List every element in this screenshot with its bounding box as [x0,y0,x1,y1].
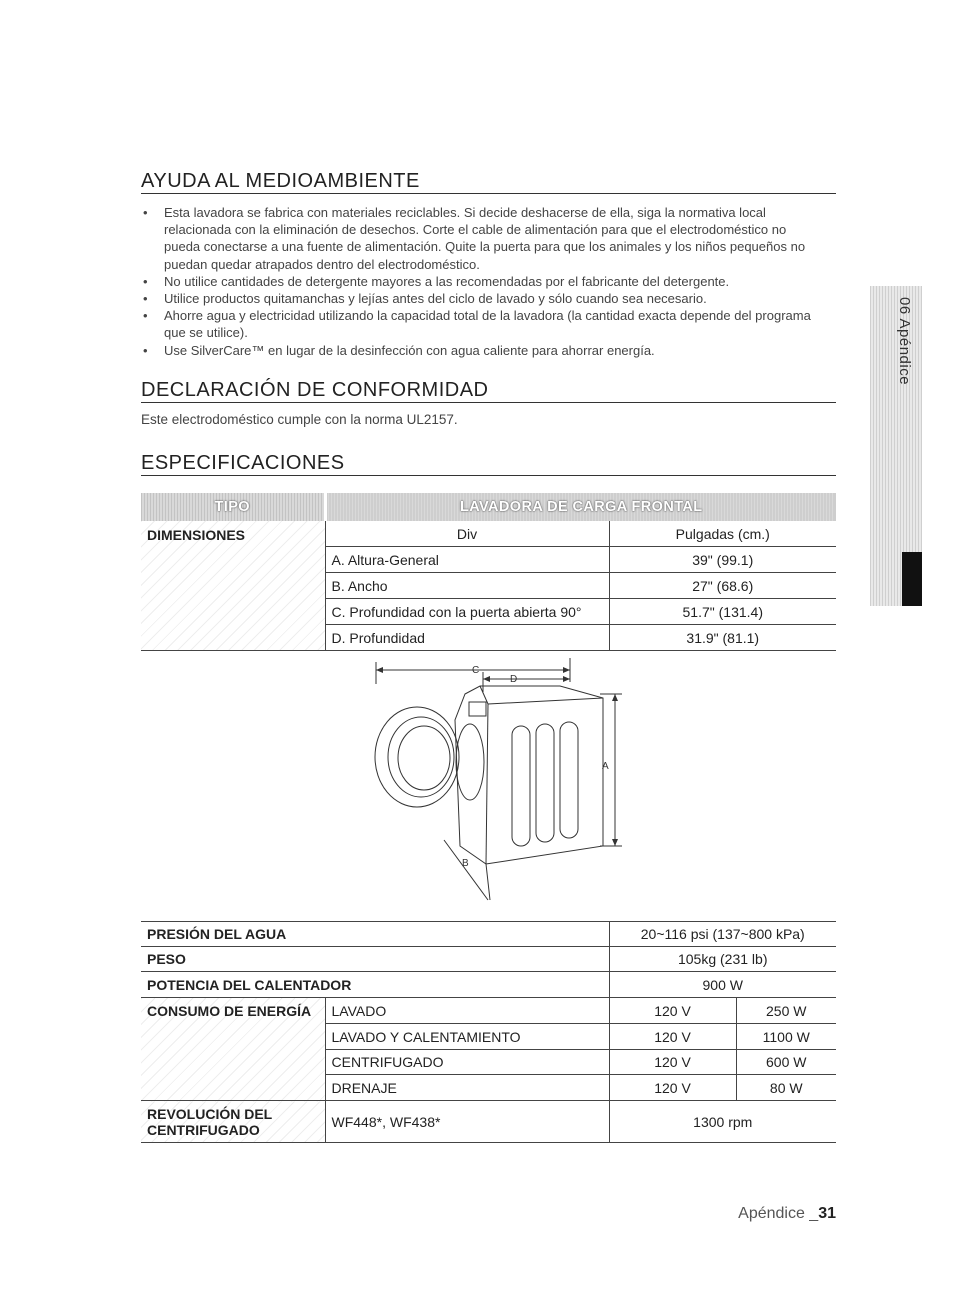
spin-value: 1300 rpm [609,1101,836,1143]
dimension-value: 39" (99.1) [609,547,836,573]
table-row [141,998,836,1024]
washer-dimensions-diagram [360,650,630,905]
dimension-value: 51.7" (131.4) [609,599,836,625]
spin-label: REVOLUCIÓN DEL CENTRIFUGADO [141,1101,325,1143]
dimension-label-d: D [510,674,518,685]
list-item: • Ahorre agua y electricidad utilizando la capacidad total de la lavadora (la cantidad exacta depende del programa que se utilice). [141,307,821,341]
chapter-tab-marker [902,552,922,606]
spin-models: WF448*, WF438* [325,1101,609,1143]
table-header-type: TIPO [141,493,325,521]
page-footer [738,1205,836,1223]
column-header-inches: Pulgadas (cm.) [609,521,836,547]
table-header-value: LAVADORA DE CARGA FRONTAL [325,493,836,521]
footer-text: Apéndice _ [738,1205,819,1222]
conformity-text: Este electrodoméstico cumple con la norma UL2157. [141,412,458,427]
energy-watts: 600 W [736,1050,836,1075]
list-item: • No utilice cantidades de detergente mayores a las recomendadas por el fabricante del detergente. [141,273,821,290]
environment-bullets [141,204,821,359]
heater-value: 900 W [609,972,836,998]
page-number: 31 [818,1205,836,1222]
electrical-specs-table [141,921,836,1143]
energy-label: CONSUMO DE ENERGÍA [141,998,325,1101]
energy-mode: CENTRIFUGADO [325,1050,609,1075]
table-row [141,947,836,972]
dimensions-table [141,493,836,651]
dimension-name: B. Ancho [325,573,609,599]
dimension-name: C. Profundidad con la puerta abierta 90° [325,599,609,625]
section-title-conformity: DECLARACIÓN DE CONFORMIDAD [141,379,836,403]
list-item: • Esta lavadora se fabrica con materiales reciclables. Si decide deshacerse de ella, siga la normativa local relacionada con la eliminación de desechos. Corte el cable de alimentación para que el electrodoméstico no pueda conectarse a una fuente de alimentación. Quite la puerta para que los animales y los niños pequeños no puedan quedar atrapados dentro del electrodoméstico. [141,204,821,273]
section-title-specs: ESPECIFICACIONES [141,452,836,476]
energy-watts: 80 W [736,1075,836,1101]
weight-label: PESO [141,947,609,972]
dimension-name: A. Altura-General [325,547,609,573]
chapter-tab-label: 06 Apéndice [896,297,913,386]
energy-volts: 120 V [609,1075,736,1101]
energy-mode: LAVADO [325,998,609,1024]
column-header-div: Div [325,521,609,547]
table-row [141,972,836,998]
dimension-label-a: A [602,761,609,772]
energy-volts: 120 V [609,1050,736,1075]
water-pressure-label: PRESIÓN DEL AGUA [141,922,609,947]
heater-label: POTENCIA DEL CALENTADOR [141,972,609,998]
water-pressure-value: 20~116 psi (137~800 kPa) [609,922,836,947]
table-row [141,922,836,947]
list-item: • Utilice productos quitamanchas y lejías antes del ciclo de lavado y sólo cuando sea necesario. [141,290,821,307]
dimensions-label: DIMENSIONES [141,521,325,651]
dimension-value: 27" (68.6) [609,573,836,599]
energy-mode: DRENAJE [325,1075,609,1101]
dimension-label-c: C [472,665,480,676]
section-title-environment: AYUDA AL MEDIOAMBIENTE [141,170,836,194]
energy-volts: 120 V [609,1024,736,1050]
dimension-value: 31.9" (81.1) [609,625,836,651]
energy-mode: LAVADO Y CALENTAMIENTO [325,1024,609,1050]
energy-watts: 250 W [736,998,836,1024]
dimension-label-b: B [462,858,469,869]
energy-watts: 1100 W [736,1024,836,1050]
list-item: • Use SilverCare™ en lugar de la desinfección con agua caliente para ahorrar energía. [141,342,821,359]
energy-volts: 120 V [609,998,736,1024]
dimension-name: D. Profundidad [325,625,609,651]
weight-value: 105kg (231 lb) [609,947,836,972]
table-row [141,1101,836,1143]
